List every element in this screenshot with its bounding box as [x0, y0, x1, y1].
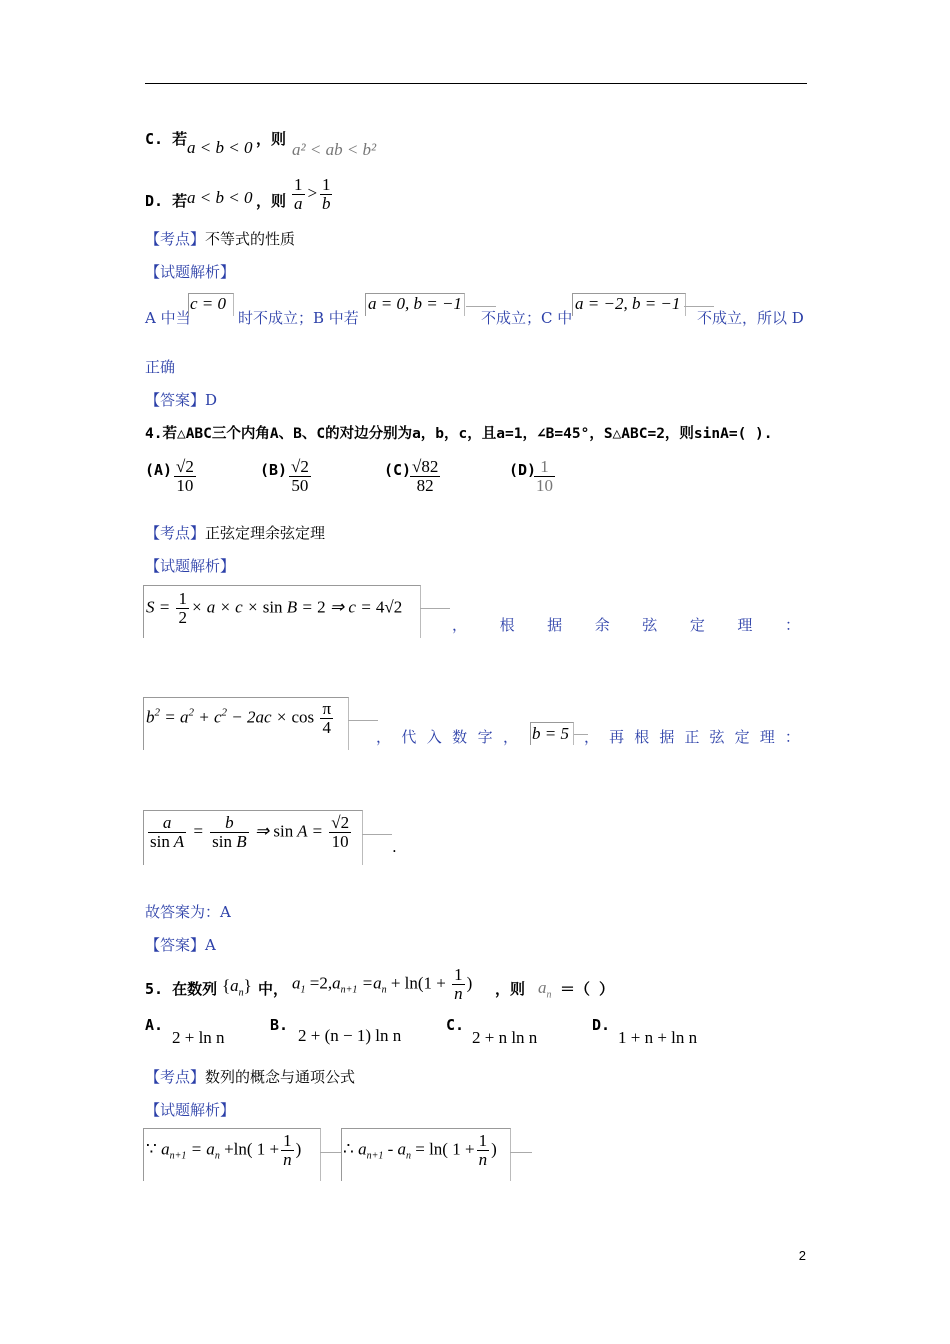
q4-line2-char: ： — [784, 728, 800, 746]
kaodian-tag: 【考点】 — [145, 230, 206, 248]
q4-line2-char: ， — [584, 728, 600, 746]
q4-line2-char: 字 — [477, 728, 493, 746]
q4-line2-char: 理 — [759, 728, 775, 746]
q4-line2-char: 据 — [659, 728, 675, 746]
q5-tick-2 — [510, 1152, 532, 1167]
q4-line2-char: ， — [376, 728, 392, 746]
kaodian-text: 数列的概念与通项公式 — [205, 1068, 356, 1086]
q5-option-d: 1 + n + ln n — [618, 1028, 698, 1047]
q4-line2-char: 定 — [734, 728, 750, 746]
q5-stem-a: 5. 在数列 — [145, 980, 218, 998]
option-c-sep: ，则 — [256, 130, 287, 148]
q5-formula-2: ∴ $a_{n+1} - a_n = \ln$( 1 + $\frac{1}{n}$ ) — [343, 1131, 497, 1169]
q4-line2-char: ， — [502, 728, 518, 746]
q4-line2-char: 再 — [609, 728, 625, 746]
q4-option-a-label: (A) — [145, 461, 173, 479]
option-d-condition: a < b < 0 — [187, 188, 253, 207]
q4-line3-end: . — [392, 838, 397, 856]
q4-line2-tail2 — [584, 726, 800, 747]
q5-option-b-label: B. — [270, 1016, 289, 1034]
q5-option-a-label: A. — [145, 1016, 164, 1034]
q4-option-d-label: (D) — [509, 461, 537, 479]
q5-stem-c: ，则 — [495, 980, 526, 998]
q3-text-4: 不成立，所以 D — [697, 309, 804, 327]
answer-value: A — [205, 936, 216, 954]
kaodian-text: 正弦定理余弦定理 — [205, 524, 326, 542]
q4-line2-char: 根 — [634, 728, 650, 746]
q3-answer — [145, 389, 217, 410]
q3-text-1: A 中当 — [145, 309, 191, 327]
q4-line1-char: 根 — [499, 616, 515, 634]
answer-tag: 【答案】 — [145, 391, 206, 409]
option-c-conclusion: a² < ab < b² — [292, 140, 377, 159]
q5-recurrence: $a_1 =2,a_{n+1} =a_n + \ln(1$ + $\frac{1}{n}$ ) — [292, 965, 473, 1003]
q5-stem-d: ＝（ ） — [560, 980, 615, 998]
q4-line2-char: 代 — [401, 728, 417, 746]
q5-analysis-tag: 【试题解析】 — [145, 1101, 236, 1119]
page-number: 2 — [798, 1248, 806, 1263]
q4-option-c: $\frac{√82}{82}$ — [412, 457, 439, 495]
q3-kaodian — [145, 228, 295, 249]
q4-line1-char: ， — [452, 616, 468, 634]
q4-option-d: $\frac{1}{10}$ — [536, 457, 553, 495]
option-d-label: D. 若 — [145, 192, 188, 210]
q4-line2-tail — [376, 726, 518, 747]
q4-conclusion: 故答案为：A — [145, 903, 231, 921]
option-c-label: C. 若 — [145, 130, 188, 148]
option-d-sep: ，则 — [256, 192, 287, 210]
q3-math-3: a = −2, b = −1 — [575, 294, 681, 313]
q4-line1-tail — [452, 614, 800, 635]
q4-line2-char: 入 — [426, 728, 442, 746]
q4-line2-char: 正 — [684, 728, 700, 746]
q5-option-b: 2 + (n − 1) ln n — [298, 1026, 402, 1045]
q4-formula-3: $\frac{a}{\text{sin A}}$ = $\frac{b}{\text{sin B}}$ ⇒ sin A = $\frac{√2}{10}$ — [150, 813, 350, 851]
option-c — [145, 128, 187, 149]
q4-line1-char: 弦 — [642, 616, 658, 634]
header-rule — [145, 83, 807, 84]
q4-answer — [145, 934, 216, 955]
q4-option-b: $\frac{√2}{50}$ — [291, 457, 309, 495]
q5-option-c-label: C. — [446, 1016, 465, 1034]
q4-option-b-label: (B) — [260, 461, 288, 479]
q5-kaodian — [145, 1066, 355, 1087]
q4-tick-3 — [362, 834, 392, 849]
q4-stem: 4.若△ABC三个内角A、B、C的对边分别为a，b，c，且a=1，∠B=45°，S△ABC=2，则sinA=( ). — [145, 426, 773, 442]
q4-option-c-label: (C) — [384, 461, 412, 479]
q3-text-3: 不成立；C 中 — [481, 309, 573, 327]
q4-line2-math: b = 5 — [532, 724, 569, 743]
q4-formula-1: S = $\frac{1}{2}$ × a × c × sin B = 2 ⇒ c = 4√2 — [146, 589, 403, 627]
answer-tag: 【答案】 — [145, 936, 206, 954]
option-d-conclusion: $\frac{1}{a}$ > $\frac{1}{b}$ — [294, 175, 331, 213]
option-c-condition: a < b < 0 — [187, 138, 253, 157]
kaodian-text: 不等式的性质 — [205, 230, 296, 248]
q4-option-a: $\frac{√2}{10}$ — [176, 457, 194, 495]
kaodian-tag: 【考点】 — [145, 1068, 206, 1086]
q4-analysis-tag: 【试题解析】 — [145, 557, 236, 575]
q4-line2-char: 数 — [452, 728, 468, 746]
q5-stem-b: 中， — [258, 980, 289, 998]
q3-math-1: c = 0 — [190, 294, 227, 313]
kaodian-tag: 【考点】 — [145, 524, 206, 542]
q5-an: $a_n$ — [538, 978, 552, 1001]
q4-line1-char: ： — [784, 616, 800, 634]
q5-sequence: $\{a_n\}$ — [222, 976, 252, 999]
answer-value: D — [205, 391, 218, 409]
q4-line1-char: 余 — [594, 616, 610, 634]
q4-line1-char: 据 — [547, 616, 563, 634]
q3-math-2: a = 0, b = −1 — [368, 294, 462, 313]
q4-kaodian — [145, 522, 325, 543]
q5-formula-1: ∵ $a_{n+1} = a_n +\ln$( 1 + $\frac{1}{n}$ ) — [146, 1131, 302, 1169]
q4-tick-1 — [420, 608, 450, 623]
q3-analysis-tag: 【试题解析】 — [145, 263, 236, 281]
q4-tick-2 — [348, 720, 378, 735]
q3-text-5: 正确 — [145, 358, 176, 376]
q5-tick-1 — [320, 1152, 342, 1167]
q4-line2-char: 弦 — [709, 728, 725, 746]
q5-option-c: 2 + n ln n — [472, 1028, 538, 1047]
q4-line1-char: 理 — [737, 616, 753, 634]
q3-text-2: 时不成立；B 中若 — [238, 309, 359, 327]
q5-option-d-label: D. — [592, 1016, 611, 1034]
q4-formula-2: $b^2 = a^2 + c^2 - 2ac \times \cos$ $\frac{\pi}{4}$ — [146, 699, 332, 737]
q5-option-a: 2 + ln n — [172, 1028, 225, 1047]
q4-line1-char: 定 — [689, 616, 705, 634]
